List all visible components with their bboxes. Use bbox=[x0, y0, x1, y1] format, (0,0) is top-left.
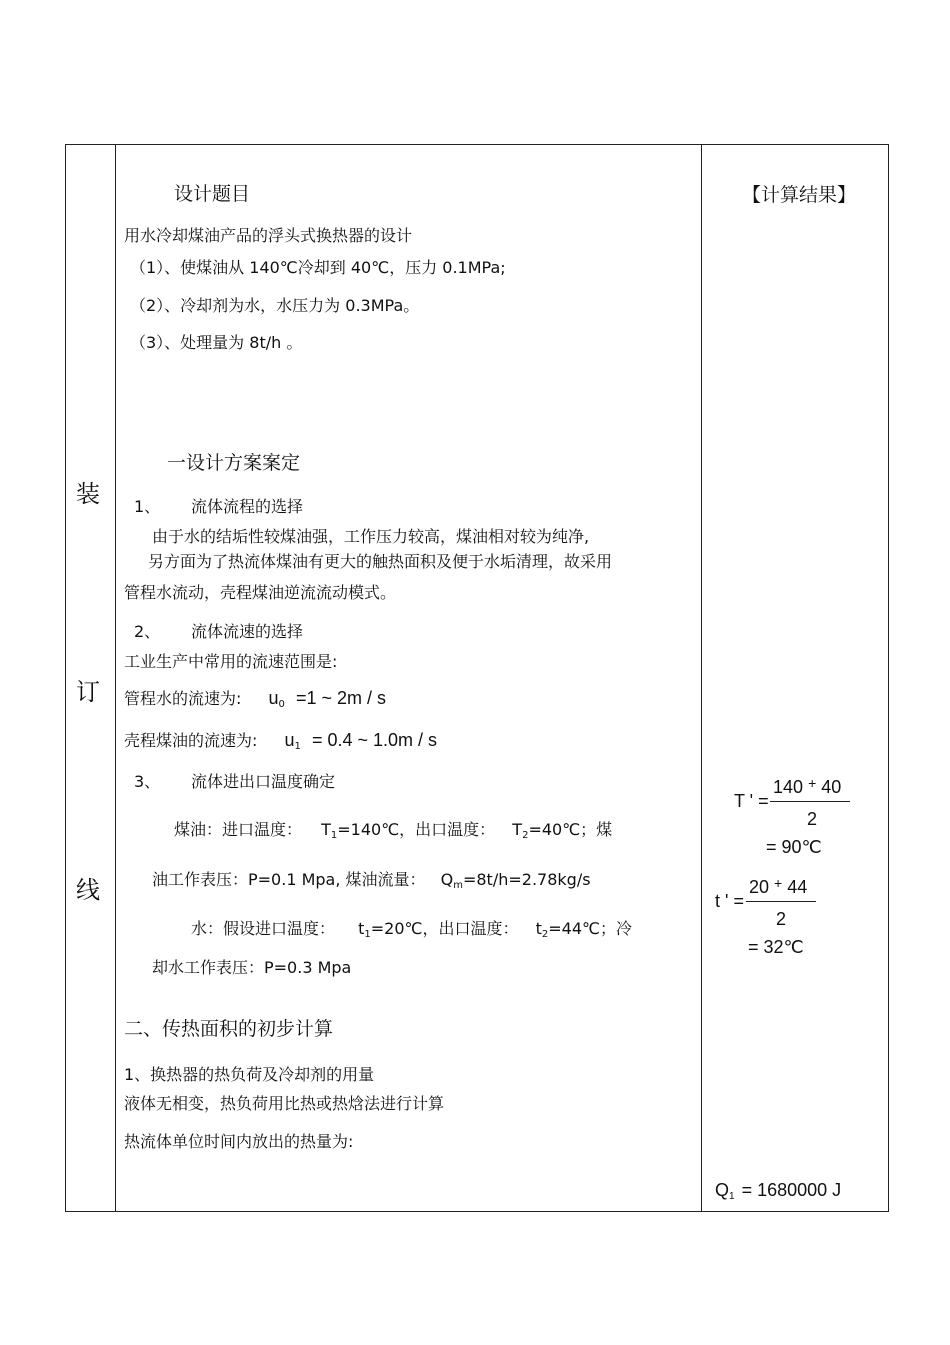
t-mean-water-result: = 32℃ bbox=[748, 937, 804, 957]
binding-label-zhuang: 装 bbox=[76, 480, 100, 508]
fraction-bar bbox=[770, 801, 850, 802]
formula-sub: 1 bbox=[364, 929, 371, 940]
subsection-1-number: 1、 bbox=[134, 497, 161, 516]
formula-sub: 1 bbox=[294, 741, 301, 752]
binding-column-divider bbox=[115, 144, 116, 1212]
paragraph-line: 热流体单位时间内放出的热量为: bbox=[124, 1132, 354, 1151]
paragraph-line: 由于水的结垢性较煤油强，工作压力较高，煤油相对较为纯净, bbox=[152, 527, 590, 546]
binding-label-xian: 线 bbox=[76, 876, 100, 904]
requirement-2: （2）、冷却剂为水，水压力为 0.3MPa。 bbox=[130, 296, 420, 315]
result-column-header: 【计算结果】 bbox=[742, 184, 857, 206]
formula-var: u bbox=[268, 688, 279, 708]
formula-var: Q bbox=[440, 870, 454, 889]
page-title: 设计题目 bbox=[174, 183, 251, 205]
subsection-2-title: 流体流速的选择 bbox=[191, 622, 304, 641]
calc-step-title: 1、换热器的热负荷及冷却剂的用量 bbox=[124, 1065, 375, 1084]
t-mean-oil-lhs: T ' = bbox=[734, 791, 769, 811]
formula-number: 44 bbox=[787, 877, 808, 897]
requirement-1: （1）、使煤油从 140℃冷却到 40℃，压力 0.1MPa; bbox=[130, 258, 506, 277]
paragraph-line: 工业生产中常用的流速范围是: bbox=[124, 652, 338, 671]
shell-velocity-value: = 0.4 ~ 1.0m / s bbox=[311, 730, 438, 750]
formula-var: T bbox=[512, 820, 523, 839]
section-2-heading: 二、传热面积的初步计算 bbox=[124, 1018, 334, 1040]
formula-var: t bbox=[358, 919, 365, 938]
t-mean-oil-denominator: 2 bbox=[807, 809, 818, 829]
formula-sub: 2 bbox=[522, 830, 529, 841]
t-mean-water-denominator: 2 bbox=[776, 909, 787, 929]
formula-sub: m bbox=[453, 880, 463, 891]
kerosene-pressure-text: 油工作表压：P=0.1 Mpa, 煤油流量： bbox=[152, 870, 426, 889]
tube-velocity-line bbox=[124, 688, 386, 715]
formula-number: 140 bbox=[773, 777, 804, 797]
kerosene-label: 煤油：进口温度： bbox=[174, 820, 303, 839]
paragraph-line: 另方面为了热流体煤油有更大的触热面积及便于水垢清理，故采用 bbox=[148, 552, 613, 571]
water-outlet-value: =44℃；冷 bbox=[548, 919, 633, 938]
kerosene-outlet-value: =40℃；煤 bbox=[528, 820, 613, 839]
t-mean-water-numerator bbox=[749, 877, 807, 898]
kerosene-inlet-value: =140℃，出口温度： bbox=[337, 820, 496, 839]
kerosene-pressure-line bbox=[152, 870, 591, 896]
formula-plus: + bbox=[808, 775, 817, 791]
tube-velocity-label: 管程水的流速为: bbox=[124, 689, 242, 708]
water-label: 水：假设进口温度： bbox=[191, 919, 336, 938]
kerosene-temperature-line bbox=[174, 820, 612, 846]
subsection-1-title: 流体流程的选择 bbox=[191, 497, 304, 516]
water-temperature-line bbox=[191, 919, 632, 945]
kerosene-flow-value: =8t/h=2.78kg/s bbox=[462, 870, 591, 889]
section-1-heading: 一设计方案案定 bbox=[167, 452, 301, 474]
formula-plus: + bbox=[774, 875, 783, 891]
formula-number: 20 bbox=[749, 877, 770, 897]
fraction-bar bbox=[746, 901, 816, 902]
t-mean-water-lhs: t ' = bbox=[715, 891, 744, 911]
design-topic: 用水冷却煤油产品的浮头式换热器的设计 bbox=[124, 226, 413, 245]
shell-velocity-line bbox=[124, 730, 437, 757]
subsection-3-title: 流体进出口温度确定 bbox=[191, 772, 336, 791]
t-mean-oil-result: = 90℃ bbox=[766, 837, 822, 857]
formula-sub: 2 bbox=[541, 929, 549, 940]
t-mean-oil-numerator bbox=[773, 777, 841, 798]
shell-velocity-label: 壳程煤油的流速为: bbox=[124, 731, 258, 750]
requirement-3: （3）、处理量为 8t/h 。 bbox=[130, 333, 303, 352]
water-inlet-value: =20℃，出口温度： bbox=[370, 919, 519, 938]
paragraph-line: 管程水流动，壳程煤油逆流流动模式。 bbox=[124, 583, 397, 602]
formula-var: t bbox=[535, 919, 542, 938]
formula-sub: 0 bbox=[278, 699, 285, 710]
formula-var: Q bbox=[715, 1180, 730, 1200]
formula-sub: 1 bbox=[729, 1191, 735, 1202]
formula-sub: 1 bbox=[330, 830, 338, 841]
binding-label-ding: 订 bbox=[76, 678, 100, 706]
tube-velocity-value: =1 ~ 2m / s bbox=[295, 688, 387, 708]
subsection-3-number: 3、 bbox=[134, 772, 161, 791]
formula-var: T bbox=[321, 820, 331, 839]
formula-var: u bbox=[284, 730, 295, 750]
heat-load-value: = 1680000 J bbox=[741, 1180, 842, 1200]
subsection-2-number: 2、 bbox=[134, 622, 161, 641]
result-column-divider bbox=[701, 144, 702, 1212]
paragraph-line: 液体无相变，热负荷用比热或热焓法进行计算 bbox=[124, 1094, 445, 1113]
heat-load-result bbox=[715, 1180, 841, 1207]
water-pressure-line: 却水工作表压：P=0.3 Mpa bbox=[152, 958, 352, 977]
formula-number: 40 bbox=[821, 777, 842, 797]
